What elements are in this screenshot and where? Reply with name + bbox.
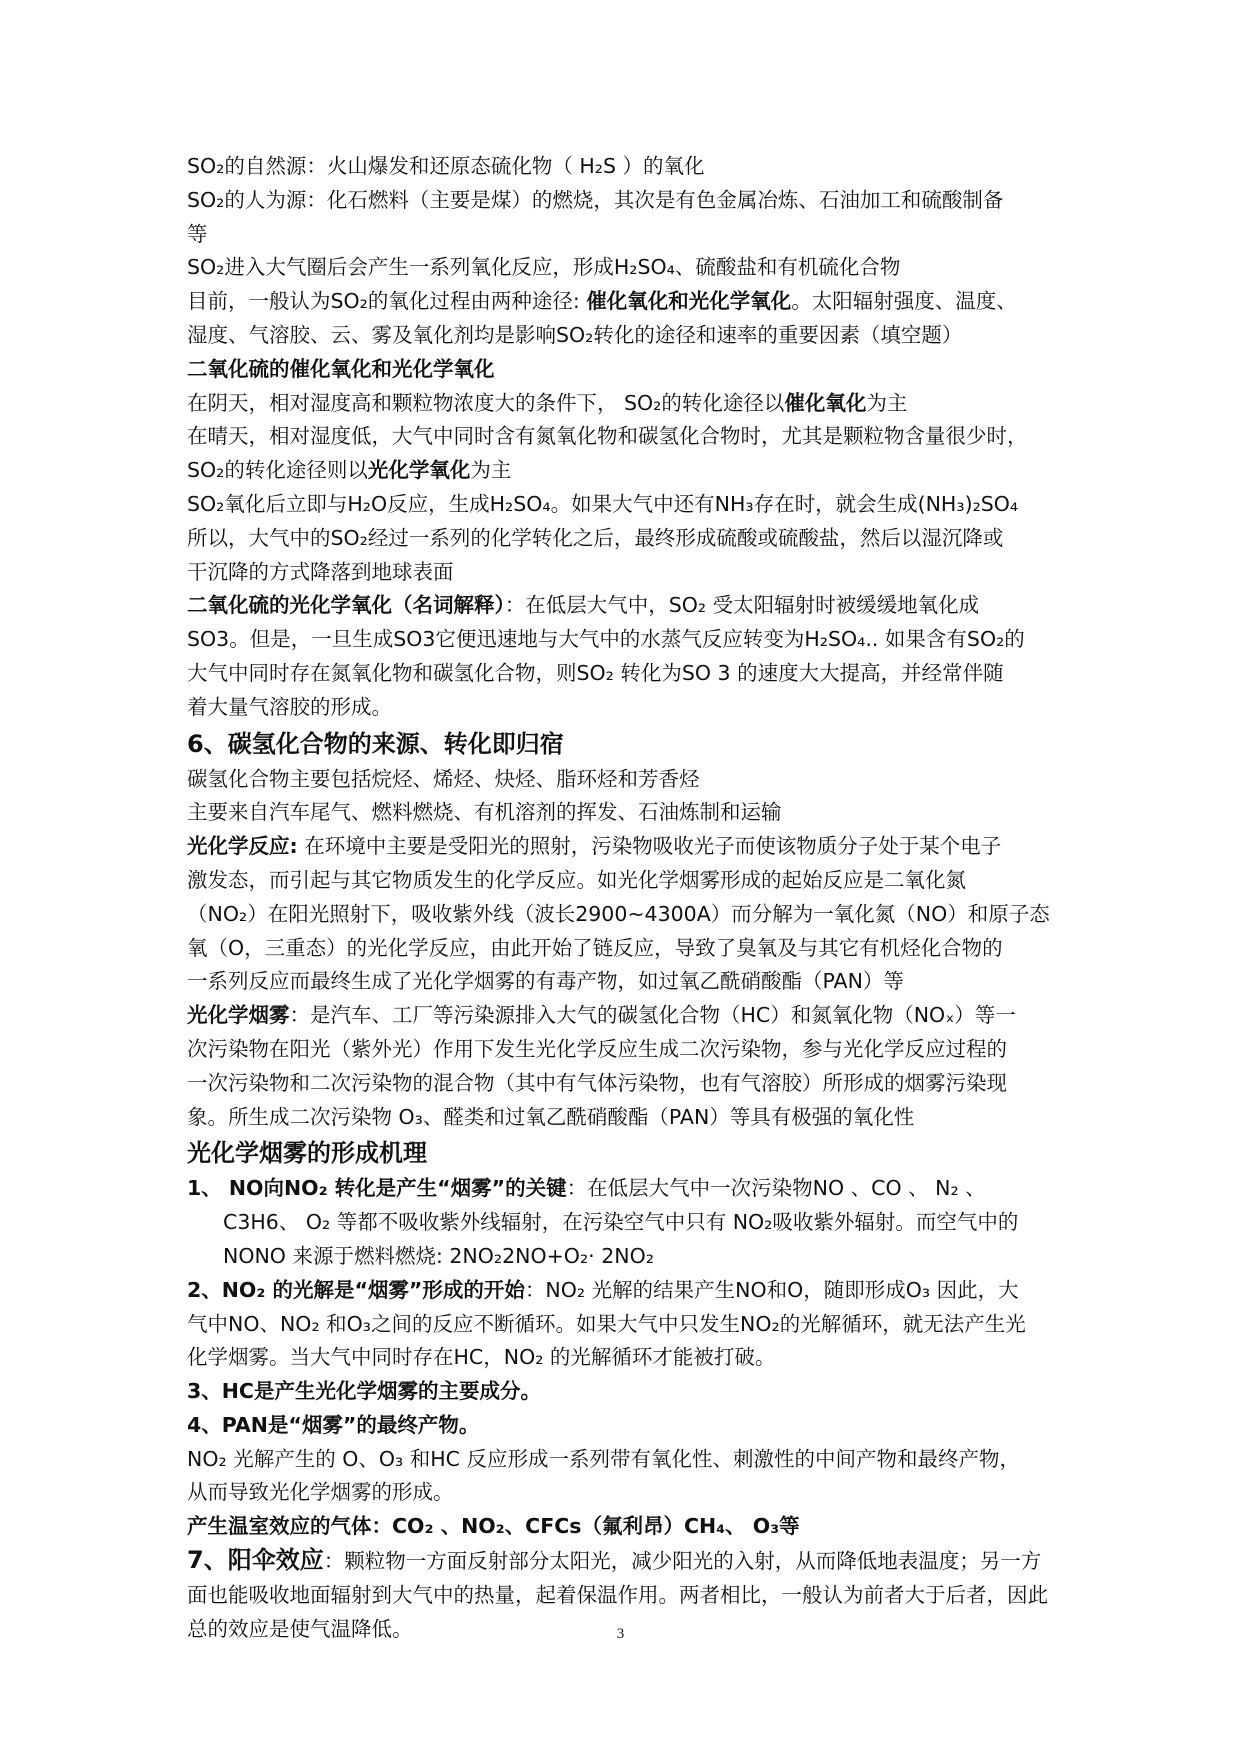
text-segment: 目前，一般认为SO₂的氧化过程由两种途径: bbox=[187, 289, 587, 314]
text-line bbox=[187, 932, 1057, 966]
text-segment: SO₂的转化途径则以 bbox=[187, 458, 368, 483]
text-line bbox=[187, 623, 1057, 657]
text-line bbox=[187, 657, 1057, 691]
text-line bbox=[187, 1375, 1057, 1409]
text-segment: ：在低层大气中一次污染物NO 、CO 、 N₂ 、 bbox=[566, 1176, 986, 1201]
text-line bbox=[187, 420, 1057, 454]
text-segment: 光化学氧化 bbox=[367, 458, 471, 483]
text-segment: 一次污染物和二次污染物的混合物（其中有气体污染物，也有气溶胶）所形成的烟雾污染现 bbox=[187, 1070, 1007, 1095]
text-line bbox=[187, 1409, 1057, 1443]
text-segment: 。太阳辐射强度、温度、 bbox=[791, 289, 1017, 314]
text-segment: 2、NO₂ 的光解是“烟雾”形成的开始 bbox=[187, 1277, 525, 1302]
text-line bbox=[187, 965, 1057, 999]
text-segment: 主要来自汽车尾气、燃料燃烧、有机溶剂的挥发、石油炼制和运输 bbox=[187, 800, 782, 825]
text-line bbox=[187, 1206, 1057, 1240]
text-segment: ：颗粒物一方面反射部分太阳光，减少阳光的入射，从而降低地表温度；另一方面也能吸收地面辐射到大气中的热量，起着保温作用。两者相比，一般认为前者大于后者，因此总的效应是使气温降低。 bbox=[187, 1549, 1048, 1641]
text-line bbox=[187, 1476, 1057, 1510]
text-segment: 象。所生成二次污染物 O₃、醛类和过氧乙酰硝酸酯（PAN）等具有极强的氧化性 bbox=[187, 1104, 915, 1129]
text-line bbox=[187, 454, 1057, 488]
text-segment: 干沉降的方式降落到地球表面 bbox=[187, 559, 454, 584]
page-number: 3 bbox=[616, 1626, 625, 1642]
text-line bbox=[187, 691, 1057, 725]
text-line bbox=[187, 1274, 1057, 1308]
text-segment: 7、阳伞效应 bbox=[187, 1546, 324, 1575]
text-line bbox=[187, 285, 1057, 319]
text-line bbox=[187, 218, 1057, 252]
text-segment: 化学烟雾。当大气中同时存在HC，NO₂ 的光解循环才能被打破。 bbox=[187, 1345, 776, 1370]
text-segment: SO₂进入大气圈后会产生一系列氧化反应，形成H₂SO₄、硫酸盐和有机硫化合物 bbox=[187, 255, 901, 280]
text-line bbox=[187, 1341, 1057, 1375]
text-segment: 一系列反应而最终生成了光化学烟雾的有毒产物，如过氧乙酰硝酸酯（PAN）等 bbox=[187, 969, 904, 994]
text-segment: 为主 bbox=[470, 458, 512, 483]
text-segment: ：是汽车、工厂等污染源排入大气的碳氢化合物（HC）和氮氧化物（NOₓ）等一 bbox=[289, 1003, 1016, 1028]
text-segment: 激发态，而引起与其它物质发生的化学反应。如光化学烟雾形成的起始反应是二氧化氮 bbox=[187, 867, 966, 892]
text-segment: 次污染物在阳光（紫外光）作用下发生光化学反应生成二次污染物，参与光化学反应过程的 bbox=[187, 1036, 1007, 1061]
text-line bbox=[187, 387, 1057, 421]
text-line bbox=[187, 589, 1057, 623]
text-line bbox=[187, 898, 1057, 932]
page-content bbox=[187, 150, 1057, 1646]
text-segment: SO3。但是，一旦生成SO3它便迅速地与大气中的水蒸气反应转变为H₂SO₄.. 如果含有SO₂的 bbox=[187, 627, 1025, 652]
text-line bbox=[187, 763, 1057, 797]
text-segment: 3、HC是产生光化学烟雾的主要成分。 bbox=[187, 1379, 541, 1404]
text-segment: 气中NO、NO₂ 和O₃之间的反应不断循环。如果大气中只发生NO₂的光解循环，就无法产生光 bbox=[187, 1311, 1026, 1336]
text-line bbox=[187, 522, 1057, 556]
section-heading bbox=[187, 1134, 1057, 1172]
text-line bbox=[187, 1033, 1057, 1067]
text-line bbox=[187, 1443, 1057, 1477]
text-segment: 湿度、气溶胶、云、雾及氧化剂均是影响SO₂转化的途径和速率的重要因素（填空题） bbox=[187, 322, 963, 347]
text-segment: 二氧化硫的光化学氧化（名词解释） bbox=[187, 593, 505, 618]
text-segment: 从而导致光化学烟雾的形成。 bbox=[187, 1480, 454, 1505]
text-line bbox=[187, 353, 1057, 387]
text-segment: 光化学烟雾的形成机理 bbox=[187, 1139, 427, 1168]
text-line bbox=[187, 864, 1057, 898]
text-segment: ：NO₂ 光解的结果产生NO和O，随即形成O₃ 因此，大 bbox=[524, 1277, 1019, 1302]
text-line bbox=[187, 488, 1057, 522]
text-segment: NO₂ 光解产生的 O、O₃ 和HC 反应形成一系列带有氧化性、刺激性的中间产物和最终产物， bbox=[187, 1446, 1020, 1471]
text-line bbox=[187, 830, 1057, 864]
section-heading bbox=[187, 725, 1057, 763]
text-segment: （NO₂）在阳光照射下，吸收紫外线（波长2900~4300A）而分解为一氧化氮（NO）和原子态 bbox=[187, 901, 1050, 926]
text-line bbox=[187, 1510, 1057, 1544]
text-segment: 光化学烟雾 bbox=[187, 1003, 290, 1028]
text-segment: 着大量气溶胶的形成。 bbox=[187, 694, 392, 719]
text-segment: SO₂氧化后立即与H₂O反应，生成H₂SO₄。如果大气中还有NH₃存在时，就会生成(NH₃)₂SO₄ bbox=[187, 491, 1019, 516]
text-segment: 产生温室效应的气体：CO₂ 、NO₂、CFCs（氟利昂）CH₄、 O₃等 bbox=[187, 1514, 800, 1539]
text-segment: SO₂的人为源：化石燃料（主要是煤）的燃烧，其次是有色金属冶炼、石油加工和硫酸制备 bbox=[187, 187, 1004, 212]
text-line bbox=[187, 1101, 1057, 1135]
text-segment: ：在低层大气中，SO₂ 受太阳辐射时被缓缓地氧化成 bbox=[504, 593, 980, 618]
text-line bbox=[187, 1240, 1057, 1274]
text-segment: 催化氧化 bbox=[784, 390, 867, 415]
text-segment: SO₂的自然源：火山爆发和还原态硫化物（ H₂S ）的氧化 bbox=[187, 154, 705, 178]
text-segment: 4、PAN是“烟雾”的最终产物。 bbox=[187, 1412, 480, 1437]
text-segment: 等 bbox=[187, 221, 208, 246]
text-segment: 二氧化硫的催化氧化和光化学氧化 bbox=[187, 356, 495, 381]
text-line bbox=[187, 1067, 1057, 1101]
text-segment: 光化学反应: bbox=[187, 834, 298, 859]
text-line bbox=[187, 796, 1057, 830]
text-segment: 碳氢化合物主要包括烷烃、烯烃、炔烃、脂环烃和芳香烃 bbox=[187, 766, 700, 791]
text-line bbox=[187, 251, 1057, 285]
text-segment: 为主 bbox=[866, 390, 908, 415]
text-segment: 在环境中主要是受阳光的照射，污染物吸收光子而使该物质分子处于某个电子 bbox=[297, 834, 1002, 859]
text-segment: 催化氧化和光化学氧化 bbox=[586, 289, 792, 314]
text-segment: NONO 来源于燃料燃烧: 2NO₂2NO+O₂· 2NO₂ bbox=[223, 1243, 654, 1268]
text-segment: 在阴天，相对湿度高和颗粒物浓度大的条件下， SO₂的转化途径以 bbox=[187, 390, 785, 415]
text-segment: 氧（O，三重态）的光化学反应，由此开始了链反应，导致了臭氧及与其它有机烃化合物的 bbox=[187, 935, 1003, 960]
text-line bbox=[187, 319, 1057, 353]
text-segment: C3H6、 O₂ 等都不吸收紫外线辐射，在污染空气中只有 NO₂吸收紫外辐射。而空气中的 bbox=[223, 1210, 1019, 1235]
text-segment: 1、 NO向NO₂ 转化是产生“烟雾”的关键 bbox=[187, 1176, 567, 1201]
text-line bbox=[187, 999, 1057, 1033]
text-line bbox=[187, 184, 1057, 218]
text-segment: 所以，大气中的SO₂经过一系列的化学转化之后，最终形成硫酸或硫酸盐，然后以湿沉降或 bbox=[187, 525, 1004, 550]
text-segment: 在晴天，相对湿度低，大气中同时含有氮氧化物和碳氢化合物时，尤其是颗粒物含量很少时， bbox=[187, 424, 1028, 449]
text-line bbox=[187, 556, 1057, 590]
text-line bbox=[187, 150, 1057, 184]
text-line bbox=[187, 1308, 1057, 1342]
text-segment: 6、碳氢化合物的来源、转化即归宿 bbox=[187, 729, 564, 758]
text-line bbox=[187, 1172, 1057, 1206]
text-segment: 大气中同时存在氮氧化物和碳氢化合物，则SO₂ 转化为SO 3 的速度大大提高，并经常伴随 bbox=[187, 660, 1004, 685]
